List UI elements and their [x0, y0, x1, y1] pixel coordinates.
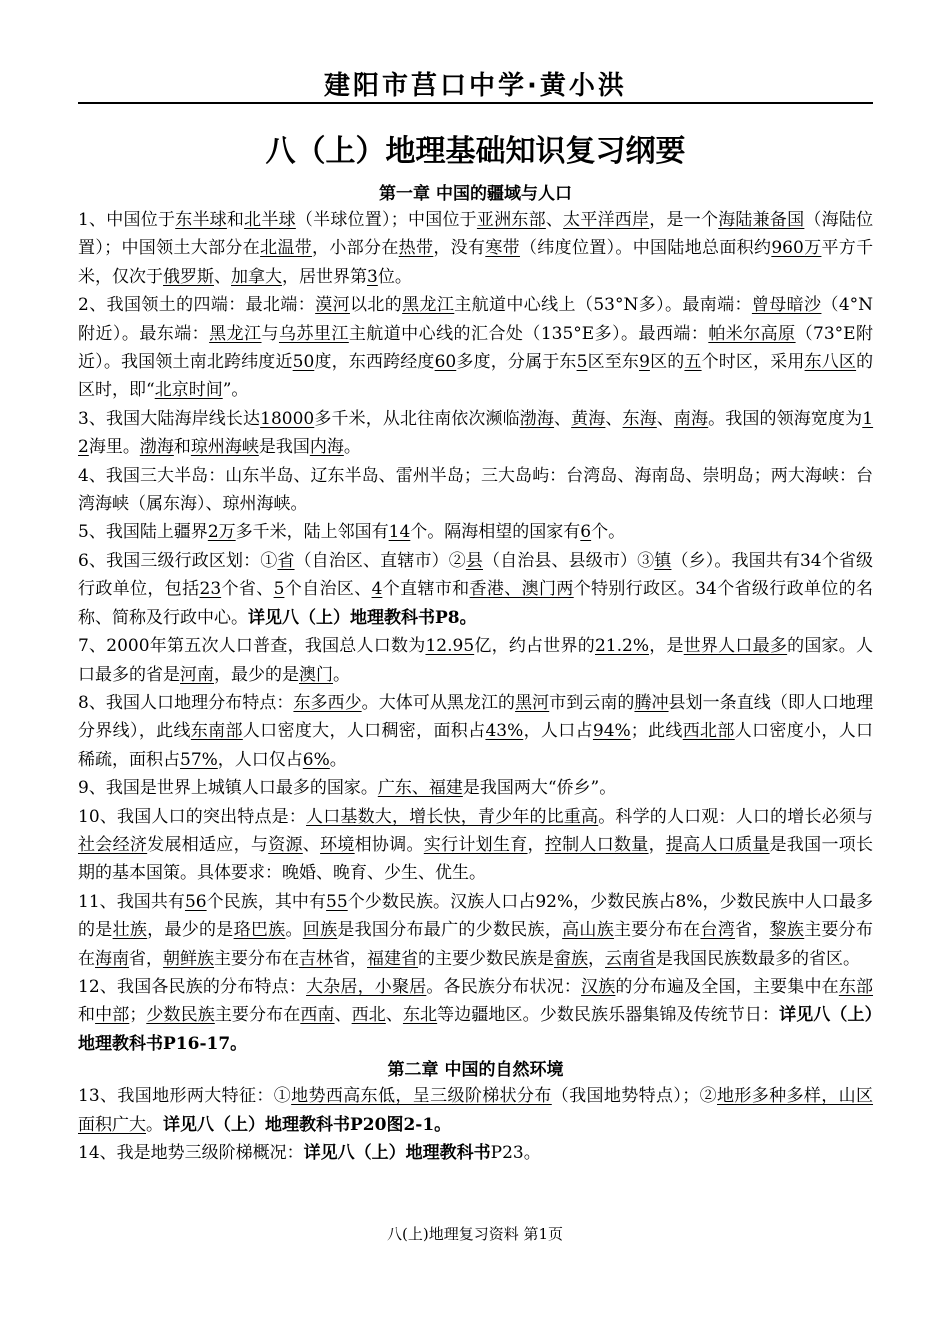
text-run: ，是 [649, 636, 684, 657]
textbook-reference: 详见八（上）地理教科书P8。 [248, 607, 477, 628]
underlined-answer: 地势西高东低，呈三级阶梯状分布 [291, 1086, 552, 1107]
text-run: 。我国的领海宽度为 [708, 408, 863, 429]
paragraph-3 [78, 405, 873, 462]
underlined-answer: 热带 [398, 238, 434, 259]
text-run: 。 [146, 1114, 163, 1135]
text-run: （我国地势特点）；② [551, 1086, 718, 1107]
underlined-answer: 朝鲜族 [163, 948, 214, 969]
text-run: 平方千米，仅次于 [78, 238, 874, 287]
text-run: 8、我国人口地理分布特点： [78, 692, 294, 713]
text-run: （自治县、县级市）③ [482, 550, 655, 571]
underlined-answer: 县 [465, 550, 483, 571]
underlined-answer: 腾冲 [634, 692, 669, 713]
underlined-answer: 北京时间 [154, 380, 223, 401]
text-run: 、 [214, 266, 231, 287]
underlined-answer: 台湾 [700, 920, 736, 941]
paragraph-1 [78, 206, 873, 291]
paragraph-7 [78, 632, 873, 689]
text-run: 多度，分属于东 [456, 352, 577, 373]
text-run: 主要分布在 [614, 920, 701, 941]
text-run: 。 [333, 664, 350, 685]
text-run: 7、2000年第五次人口普查，我国总人口数为 [78, 636, 426, 657]
paragraph-9 [78, 774, 873, 802]
paragraph-8 [78, 689, 873, 774]
text-run: 海里。 [88, 437, 140, 458]
text-run: 、 [545, 210, 564, 230]
underlined-answer: 帕米尔高原 [708, 323, 796, 344]
underlined-answer: 提高人口质量 [665, 834, 770, 855]
text-run: 、 [605, 408, 623, 429]
text-run: 人口密度大，人口稠密，面积占 [242, 721, 486, 742]
underlined-answer: 渤海 [139, 437, 174, 458]
text-run: ，是一个 [649, 210, 719, 230]
text-run: P23。 [490, 1143, 541, 1163]
page-title: 八（上）地理基础知识复习纲要 [265, 134, 686, 169]
underlined-answer: 6% [302, 749, 330, 770]
underlined-answer: 960万 [771, 238, 822, 259]
text-run: 的分布遍及全国，主要集中在 [615, 976, 839, 997]
text-run: 省， [735, 920, 770, 941]
underlined-answer: 渤海 [519, 408, 555, 429]
underlined-answer: 43% [485, 721, 524, 742]
text-run: 11、我国共有 [78, 891, 185, 912]
paragraph-4 [78, 462, 873, 519]
underlined-answer: 18000 [260, 408, 315, 429]
text-run: 和 [226, 210, 245, 230]
text-run: 的区时，即“ [78, 352, 874, 401]
underlined-answer: 内海 [309, 437, 344, 458]
underlined-answer: 黑龙江 [402, 295, 455, 316]
text-run: 是我国分布最广的少数民族， [337, 920, 563, 941]
underlined-answer: 社会经济 [78, 834, 148, 855]
underlined-answer: 南海 [673, 408, 709, 429]
paragraph-14 [78, 1139, 873, 1167]
text-run: 14、我是地势三级阶梯概况： [78, 1143, 304, 1163]
underlined-answer: 镇 [654, 550, 672, 571]
underlined-answer: 加拿大 [231, 266, 282, 287]
underlined-answer: 60 [434, 352, 457, 373]
text-run: 是我国一项长期的基本国策。具体要求：晚婚、晚育、少生、优生。 [78, 834, 874, 884]
text-run: 主航道中心线上（53°N多）。最南端： [454, 295, 752, 316]
text-run: 个少数民族。汉族人口占92%，少数民族占8%，少数民族中人口最多的是 [78, 891, 874, 941]
text-run: 区的 [649, 352, 685, 373]
text-run: 的主要少数民族是 [418, 948, 554, 969]
underlined-answer: 西南 [300, 1005, 335, 1026]
underlined-answer: 2万 [207, 522, 236, 543]
textbook-reference: 详见八（上）地理教科书P20图2-1。 [163, 1114, 452, 1135]
text-run: （73°E附近）。我国领土南北跨纬度近 [78, 323, 874, 373]
text-run: 县划一条直线（即人口地理分界线），此线 [78, 692, 874, 742]
underlined-answer: 少数民族 [146, 1005, 215, 1026]
underlined-answer: 23 [199, 579, 222, 600]
underlined-answer: 东部 [838, 976, 874, 997]
paragraph-13 [78, 1082, 873, 1139]
text-run: 4、我国三大半岛：山东半岛、辽东半岛、雷州半岛；三大岛屿：台湾岛、海南岛、崇明岛；两大海峡：台湾海峡（属东海）、琼州海峡。 [78, 465, 873, 515]
underlined-answer: 黑河 [515, 692, 550, 713]
underlined-answer: 琼州海峡 [190, 437, 259, 458]
underlined-answer: 亚洲东部 [476, 210, 546, 230]
text-run: 人口密度小，人口稀疏，面积占 [78, 721, 874, 770]
text-run: 6、我国三级行政区划：① [78, 550, 278, 571]
text-run: 9、我国是世界上城镇人口最多的国家。 [78, 778, 378, 799]
text-run: 。大体可从黑龙江的 [361, 692, 516, 713]
text-run: 相协调。 [354, 834, 424, 855]
underlined-answer: 乌苏里江 [278, 323, 349, 344]
text-run: ，人口占 [523, 721, 593, 742]
text-run: ，居世界第 [282, 266, 367, 287]
text-run: 省， [333, 948, 367, 969]
underlined-answer: 省 [277, 550, 295, 571]
underlined-answer: 94% [592, 721, 631, 742]
text-run: 主航道中心线的汇合处（135°E多）。最西端： [348, 323, 709, 344]
underlined-answer: 环境 [320, 834, 355, 855]
text-run: 3、我国大陆海岸线长达 [78, 408, 261, 429]
underlined-answer: 57% [180, 749, 218, 770]
underlined-answer: 人口基数大，增长快，青少年的比重高 [306, 806, 599, 827]
text-run: 1、中国位于 [78, 210, 176, 230]
underlined-answer: 4 [371, 579, 383, 600]
underlined-answer: 9 [639, 352, 650, 373]
text-run: 、 [302, 834, 321, 855]
document-body [78, 182, 873, 1167]
underlined-answer: 56 [184, 891, 207, 912]
text-run: 。 [285, 920, 303, 941]
text-run: （纬度位置）。中国陆地总面积约 [519, 238, 772, 259]
text-run: 度，东西跨经度 [314, 352, 435, 373]
underlined-answer: 畲族 [554, 948, 588, 969]
paragraph-6 [78, 547, 873, 632]
textbook-reference: 详见八（上）地理教科书P16-17。 [78, 1005, 874, 1054]
text-run: 是我国民族数最多的省区。 [656, 948, 860, 969]
text-run: 个省、 [221, 579, 274, 600]
underlined-answer: 世界人口最多 [683, 636, 788, 657]
text-run: 个自治区、 [284, 579, 372, 600]
underlined-answer: 汉族 [581, 976, 616, 997]
text-run: ，最少的是 [214, 664, 299, 685]
underlined-answer: 控制人口数量 [544, 834, 649, 855]
underlined-answer: 高山族 [562, 920, 614, 941]
underlined-answer: 东八区 [804, 352, 857, 373]
underlined-answer: 黑龙江 [209, 323, 262, 344]
text-run: 和 [173, 437, 191, 458]
paragraph-10 [78, 803, 873, 888]
text-run: 个民族，其中有 [206, 891, 327, 912]
text-run: 。科学的人口观：人口的增长必须与 [598, 806, 874, 827]
underlined-answer: 寒带 [485, 238, 520, 259]
text-run: 个特别行政区。34个省级行政单位的名称、简称及行政中心。 [78, 579, 874, 628]
text-run: ， [527, 834, 545, 855]
underlined-answer: 东海 [622, 408, 657, 429]
paragraph-11 [78, 888, 873, 973]
text-run: 多千米，从北往南依次濒临 [314, 408, 520, 429]
underlined-answer: 曾母暗沙 [751, 295, 822, 316]
text-run: （自治区、直辖市）② [294, 550, 466, 571]
underlined-answer: 东多西少 [293, 692, 362, 713]
text-run: 以北的 [349, 295, 403, 316]
text-run: 个时区，采用 [701, 352, 805, 373]
underlined-answer: 大杂居，小聚居 [306, 976, 427, 997]
text-run: 亿，约占世界的 [474, 636, 595, 657]
underlined-answer: 14 [388, 522, 411, 543]
underlined-answer: 实行计划生育 [423, 834, 528, 855]
text-run: 发展相适应，与 [147, 834, 269, 855]
text-run: ，人口仅占 [217, 749, 303, 770]
text-run: 。 [343, 437, 361, 458]
underlined-answer: 东半球 [175, 210, 227, 230]
underlined-answer: 西北 [351, 1005, 386, 1026]
underlined-answer: 澳门 [299, 664, 333, 685]
underlined-answer: 6 [580, 522, 592, 543]
text-run: 。 [329, 749, 347, 770]
text-run: 与 [261, 323, 279, 344]
text-run: （4°N附近）。最东端： [78, 295, 874, 344]
underlined-answer: 珞巴族 [233, 920, 286, 941]
text-run: 是我国两大“侨乡”。 [462, 778, 617, 799]
text-run: 2、我国领土的四端：最北端： [78, 295, 316, 316]
underlined-answer: 太平洋西岸 [563, 210, 650, 230]
text-run: 、 [385, 1005, 403, 1026]
text-run: ”。 [222, 380, 249, 401]
underlined-answer: 黄海 [571, 408, 606, 429]
underlined-answer: 5 [576, 352, 588, 373]
underlined-answer: 3 [367, 266, 378, 287]
text-run: （半球位置）；中国位于 [295, 210, 477, 230]
text-run: 位。 [377, 266, 412, 287]
underlined-answer: 吉林 [299, 948, 333, 969]
underlined-answer: 海南 [95, 948, 129, 969]
text-run: ，小部分在 [312, 238, 399, 259]
text-run: 的国家。人口最多的省是 [78, 636, 874, 685]
underlined-answer: 黎族 [769, 920, 805, 941]
underlined-answer: 50 [292, 352, 315, 373]
text-run: 5、我国陆上疆界 [78, 522, 208, 543]
underlined-answer: 地形多种多样，山区面积广大 [78, 1086, 874, 1135]
underlined-answer: 回族 [302, 920, 338, 941]
text-run: 省， [129, 948, 163, 969]
text-run: 市到云南的 [549, 692, 635, 713]
underlined-answer: 东北 [402, 1005, 438, 1026]
text-run: 个直辖市和 [382, 579, 470, 600]
text-run: 。各民族分布状况： [426, 976, 582, 997]
underlined-answer: 东南部 [190, 721, 243, 742]
text-run: 个。 [591, 522, 626, 543]
chapter-2-heading: 第二章 中国的自然环境 [387, 1060, 564, 1081]
text-run: 10、我国人口的突出特点是： [78, 806, 307, 827]
page-header: 建阳市莒口中学·黄小洪 [78, 70, 873, 104]
text-run: （乡）。我国共有34个省级行政单位，包括 [78, 550, 874, 600]
underlined-answer: 俄罗斯 [163, 266, 214, 287]
underlined-answer: 广东、福建 [377, 778, 463, 799]
underlined-answer: 香港、澳门两 [469, 579, 574, 600]
underlined-answer: 55 [326, 891, 348, 912]
underlined-answer: 北半球 [244, 210, 296, 230]
text-run: 区至东 [587, 352, 640, 373]
text-run: 12、我国各民族的分布特点： [78, 976, 307, 997]
text-run: （海陆位置）；中国领土大部分在 [78, 210, 874, 259]
text-run: 多千米，陆上邻国有 [235, 522, 389, 543]
text-run: 、 [656, 408, 674, 429]
underlined-answer: 21.2% [594, 636, 649, 657]
text-run: 个。隔海相望的国家有 [410, 522, 581, 543]
underlined-answer: 中部 [95, 1005, 130, 1026]
text-run: 等边疆地区。少数民族乐器集锦及传统节日： [437, 1005, 780, 1026]
underlined-answer: 福建省 [367, 948, 418, 969]
page-footer: 八(上)地理复习资料 第1页 [386, 1225, 564, 1243]
text-run: 13、我国地形两大特征：① [78, 1086, 292, 1107]
underlined-answer: 海陆兼备国 [718, 210, 805, 230]
text-run: 和 [78, 1005, 96, 1026]
text-run: 、 [334, 1005, 352, 1026]
underlined-answer: 漠河 [315, 295, 350, 316]
text-run: ，没有 [433, 238, 486, 259]
underlined-answer: 12 [78, 408, 874, 458]
text-run: 、 [554, 408, 572, 429]
underlined-answer: 五 [684, 352, 702, 373]
underlined-answer: 壮族 [112, 920, 148, 941]
underlined-answer: 12.95 [425, 636, 475, 657]
text-run: 是我国 [258, 437, 310, 458]
textbook-reference: 详见八（上）地理教科书 [303, 1143, 491, 1163]
text-run: ，最少的是 [147, 920, 234, 941]
underlined-answer: 云南省 [605, 948, 656, 969]
underlined-answer: 5 [273, 579, 285, 600]
paragraph-12 [78, 973, 873, 1058]
underlined-answer: 西北部 [682, 721, 735, 742]
underlined-answer: 北温带 [260, 238, 313, 259]
paragraph-5 [78, 518, 873, 546]
underlined-answer: 资源 [268, 834, 303, 855]
underlined-answer: 河南 [180, 664, 214, 685]
chapter-1-heading: 第一章 中国的疆域与人口 [379, 184, 572, 204]
text-run: 主要分布在 [214, 1005, 301, 1026]
paragraph-2 [78, 291, 873, 405]
text-run: ， [648, 834, 666, 855]
text-run: ， [588, 948, 605, 969]
text-run: ； [129, 1005, 147, 1026]
text-run: 主要分布在 [214, 948, 299, 969]
text-run: 主要分布在 [78, 920, 874, 969]
text-run: ；此线 [630, 721, 683, 742]
